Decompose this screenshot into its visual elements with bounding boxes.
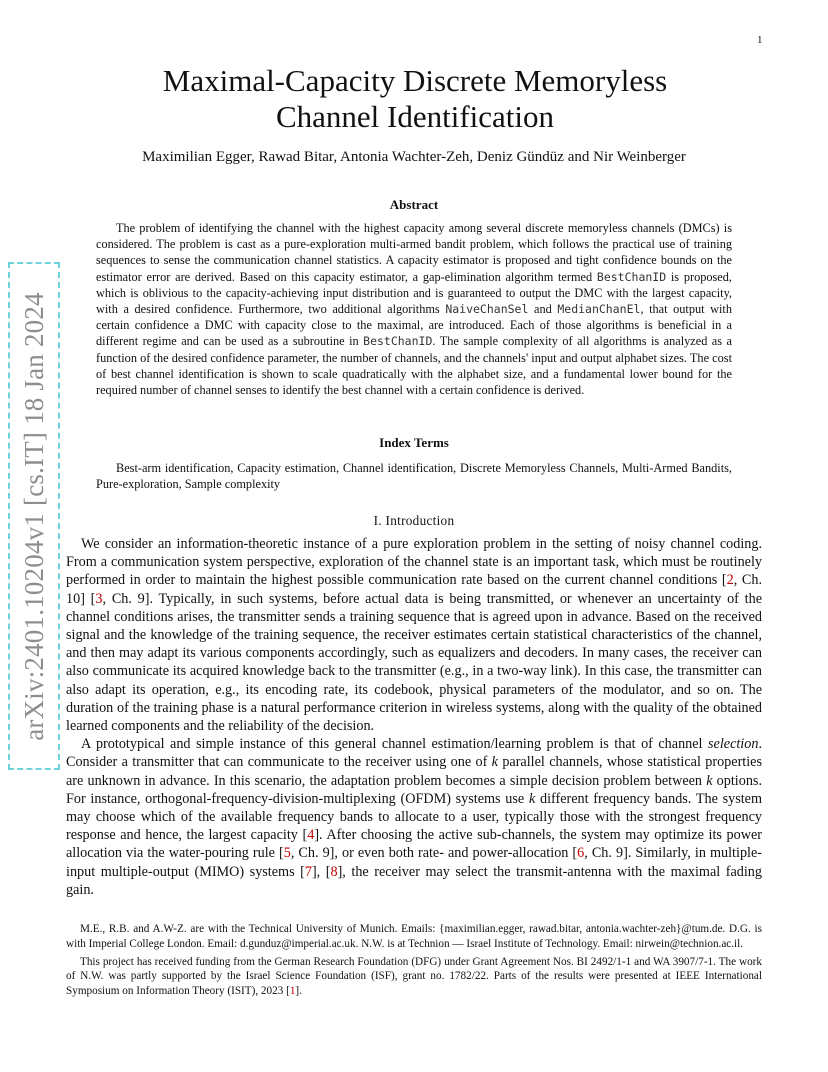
math-variable: k [528, 790, 536, 807]
footnote-text: This project has received funding from the German Research Foundation (DFG) under Grant Agreement Nos. BI 2492/1-1 and WA 3907/7-1. The work of N.W. was partly supported by the Israel Science Foundation (ISF), grant no. 1782/22. Parts of the results were presented at IEEE International Symposium on Information Theory (ISIT), 2023 [ [66, 955, 762, 998]
algorithm-name: NaiveChanSel [445, 302, 529, 317]
paragraph [66, 535, 762, 735]
paragraph-text: , Ch. 9]. Similarly, in multiple-input multiple-output (MIMO) systems [ [66, 845, 763, 880]
citation-link[interactable]: 7 [304, 863, 312, 880]
title-line-2: Channel Identification [275, 99, 555, 134]
abstract-text-5: . The sample complexity of all algorithms is analyzed as a function of the desired confidence parameter, the number of channels, and the channels' input and output alphabet sizes. The cost of best channel identification is shown to scale quadratically with the alphabet size, and a fundamental lower bound for the required number of channel senses to identify the best channel with a certain confidence is derived. [96, 334, 732, 398]
citation-link[interactable]: 6 [577, 845, 585, 862]
paragraph-text: different frequency bands. The system may choose which of the available frequency bands to allocate to a user, typically those with the strongest frequency response and hence, the largest capacity [ [66, 790, 762, 844]
citation-link[interactable]: 2 [726, 572, 734, 589]
algorithm-name: BestChanID [363, 334, 433, 349]
algorithm-name: BestChanID [596, 269, 667, 284]
paragraph-text: options. For instance, orthogonal-frequency-division-multiplexing (OFDM) systems use [66, 772, 763, 807]
abstract-text-2: is proposed, which is oblivious to the capacity-achieving input distribution and is guaranteed to output the DMC with the largest capacity, with a desired confidence. Furthermore, two additional algorithms [96, 269, 732, 317]
paragraph-text: , Ch. 9]. Typically, in such systems, before actual data is being transmitted, or whenever an uncertainty of the channel conditions arises, the transmitter sends a training sequence that is agreed upon in advance. Based on the received signal and the knowledge of the training sequence, the receiver estimates certain statistical characteristics of the channel, and then may adapt its various components accordingly, such as equalizers and decoders. In many cases, the receiver can also communicate its acquired knowledge back to the transmitter (e.g., in a two-way link). In this case, the transmitter can also adapt its operation, e.g., its encoding rate, its codebook, physical parameters of the modulator, and so on. The duration of the training phase is a natural performance criterion in wireless systems, along with the quality of the obtained learned components and the reliability of the decision. [66, 590, 762, 735]
paragraph-text: , Ch. 9], or even both rate- and power-allocation [ [290, 845, 578, 862]
footnote-text: ]. [295, 985, 302, 998]
paper-title [100, 63, 730, 135]
citation-link[interactable]: 5 [283, 845, 291, 862]
paragraph-text: We consider an information-theoretic instance of a pure exploration problem in the setting of noisy channel coding. From a communication system perspective, exploration of the channel state is an important task, which must be routinely performed in order to maintain the highest possible communication rate based on the current channel conditions [ [66, 536, 762, 589]
paragraph-text: , Ch. 10] [ [66, 572, 763, 607]
abstract-body [96, 220, 732, 398]
algorithm-name: MedianChanEl [557, 302, 641, 317]
paragraph-text: A prototypical and simple instance of this general channel estimation/learning problem is that of channel [81, 736, 709, 753]
paragraph-text: parallel channels, whose statistical properties are unknown in advance. In this scenario, the adaptation problem becomes a simple decision problem between [66, 754, 762, 789]
emphasis: selection [708, 736, 759, 753]
paragraph-text: . Consider a transmitter that can communicate to the receiver using one of [66, 736, 762, 771]
footnote-funding [66, 955, 762, 999]
footnotes [66, 922, 762, 1002]
citation-link[interactable]: 3 [95, 590, 103, 607]
arxiv-identifier-text: arXiv:2401.10204v1 [cs.IT] 18 Jan 2024 [18, 291, 49, 741]
author-list: Maximilian Egger, Rawad Bitar, Antonia Wachter-Zeh, Deniz Gündüz and Nir Weinberger [142, 149, 686, 165]
index-terms-body: Best-arm identification, Capacity estimation, Channel identification, Discrete Memoryless Channels, Multi-Armed Bandits, Pure-exploration, Sample complexity [96, 461, 732, 492]
introduction-body [66, 535, 762, 899]
abstract-text-3: and [528, 302, 558, 317]
citation-link[interactable]: 4 [307, 827, 315, 844]
math-variable: k [491, 754, 498, 771]
paragraph-text: ], [ [311, 863, 331, 880]
paragraph [66, 735, 762, 899]
footnote-affiliations: M.E., R.B. and A.W-Z. are with the Technical University of Munich. Emails: {maximilian.egger, rawad.bitar, antonia.wachter-zeh}@tum.de. D.G. is with Imperial College London. Email: d.gunduz@imperial.ac.uk. N.W. is at Technion — Israel Institute of Technology. Email: nirwein@technion.ac.il. [66, 923, 762, 950]
section-heading-introduction: I. Introduction [373, 513, 455, 528]
citation-link[interactable]: 8 [330, 863, 338, 880]
paragraph-text: ], the receiver may select the transmit-antenna with the maximal fading gain. [66, 863, 762, 898]
title-line-1: Maximal-Capacity Discrete Memoryless [162, 63, 668, 98]
abstract-text-1: The problem of identifying the channel with the highest capacity among several discrete memoryless channels (DMCs) is considered. The problem is cast as a pure-exploration multi-armed bandit problem, which follows the practical use of training sequences to sense the communication channel statistics. A capacity estimator is proposed and tight confidence bounds on the estimator error are derived. Based on this capacity estimator, a gap-elimination algorithm termed [96, 221, 732, 284]
abstract-text-4: , that output with certain confidence a DMC with capacity close to the maximal, are introduced. Each of those algorithms is beneficial in a different regime and can be used as a subroutine in [96, 302, 733, 349]
citation-link[interactable]: 1 [289, 985, 296, 998]
paragraph-text: ]. After choosing the active sub-channels, the system may optimize its power allocation via the water-pouring rule [ [66, 827, 763, 862]
page-number: 1 [757, 34, 763, 46]
math-variable: k [706, 772, 713, 789]
abstract-heading: Abstract [389, 197, 439, 212]
index-terms-heading: Index Terms [379, 435, 449, 450]
